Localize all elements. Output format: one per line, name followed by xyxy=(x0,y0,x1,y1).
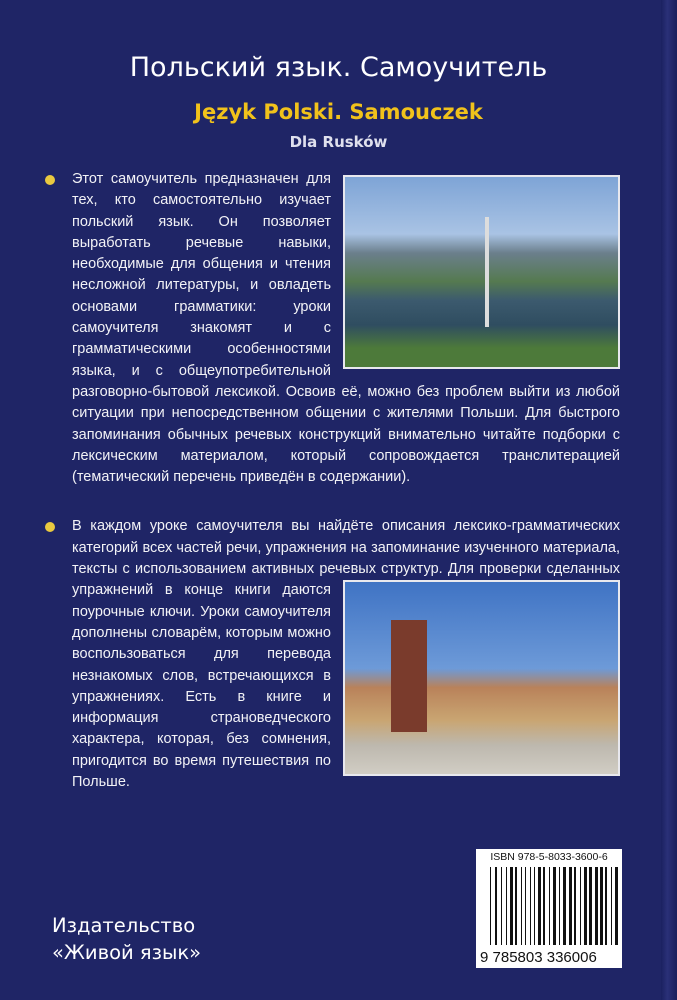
barcode-bar xyxy=(584,867,587,945)
barcode-bar xyxy=(538,867,541,945)
barcode-bar xyxy=(574,867,576,945)
paragraph-text: Этот самоучитель предназначен для тех, кто самостоятельно изучает польский язык. Он позволяет выработать речевые навыки, необходимые для общения и чтения несложной литературы, и овладеть основами грамматики: уроки самоучителя знакомят и с грамматическими особенностями языка, и с общеупотребительной разговорно-бытовой лексикой. Освоив её, можно без проблем выйти из любой ситуации при непосредственном общении с жителями Польши. Для быстрого запоминания обычных речевых конструкций внимательно читайте подборки с лексическим материалом, который сопровождается транслитерацией (тематический перечень приведён в содержании). xyxy=(72,171,620,486)
barcode-bar xyxy=(569,867,572,945)
description-paragraph-2 xyxy=(72,516,620,793)
barcode-bar xyxy=(515,867,517,945)
barcode-bar xyxy=(580,867,581,945)
barcode-bar xyxy=(595,867,598,945)
bullet-icon xyxy=(45,522,55,532)
description xyxy=(72,169,620,793)
barcode-bar xyxy=(615,867,618,945)
barcode-bar xyxy=(510,867,513,945)
barcode-bar xyxy=(553,867,556,945)
barcode-bars xyxy=(490,867,618,945)
barcode-bar xyxy=(490,867,491,945)
barcode-bar xyxy=(559,867,560,945)
krakow-market-square-photo xyxy=(343,580,620,776)
barcode-bar xyxy=(495,867,497,945)
isbn-text: ISBN 978-5-8033-3600-6 xyxy=(490,851,608,863)
book-subtitle: Język Polski. Samouczek xyxy=(194,100,483,124)
publisher-name: «Живой язык» xyxy=(52,941,202,964)
bullet-icon xyxy=(45,175,55,185)
barcode-bar xyxy=(525,867,526,945)
paragraph-text: В каждом уроке самоучителя вы найдёте описания лексико-грамматических категорий всех частей речи, упражнения на запоминание изученного материала, тексты с использованием активных речевых структур. Для проверки сделанных упражнений в конце книги даются поурочные ключи. Уроки самоучителя дополнены словарём, которым можно воспользоваться для перевода незнакомых слов, встречающихся в упражнениях. Есть в книге и информация страноведческого характера, которая, без сомнения, пригодится во время путешествия по Польше. xyxy=(72,518,620,791)
book-subsubtitle: Dla Rusków xyxy=(289,133,388,151)
barcode-bar xyxy=(549,867,550,945)
barcode-digits: 9 785803 336006 xyxy=(480,949,597,966)
description-paragraph-1 xyxy=(72,169,620,488)
book-title: Польский язык. Самоучитель xyxy=(129,52,548,83)
warsaw-bridge-photo xyxy=(343,175,620,369)
barcode-bar xyxy=(530,867,531,945)
barcode-bar xyxy=(563,867,566,945)
isbn-barcode xyxy=(476,849,622,968)
barcode-bar xyxy=(589,867,592,945)
barcode-bar xyxy=(506,867,507,945)
publisher-label: Издательство xyxy=(52,914,196,937)
barcode-bar xyxy=(521,867,522,945)
barcode-bar xyxy=(543,867,545,945)
barcode-bar xyxy=(611,867,612,945)
barcode-bar xyxy=(501,867,502,945)
publisher xyxy=(52,912,201,966)
barcode-bar xyxy=(534,867,535,945)
barcode-bar xyxy=(605,867,607,945)
barcode-bar xyxy=(600,867,603,945)
